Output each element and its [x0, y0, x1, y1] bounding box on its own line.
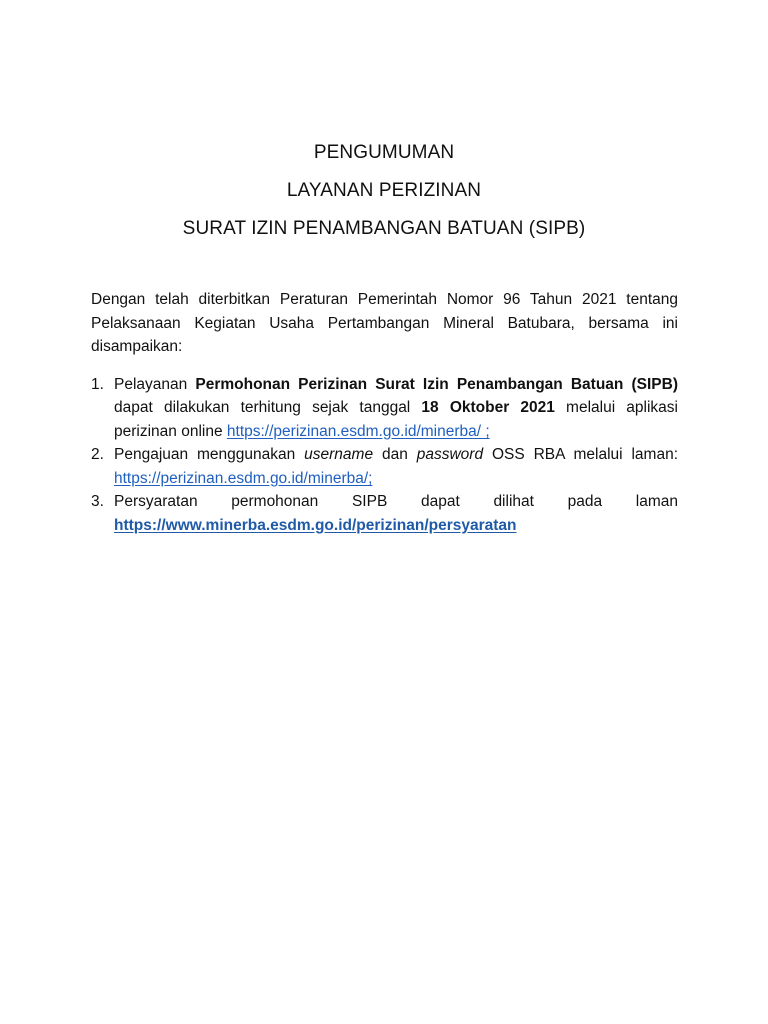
- item-italic-text: username: [304, 446, 374, 463]
- list-number: 3.: [91, 493, 104, 510]
- item-italic-text: password: [416, 446, 484, 463]
- item-text: Pengajuan menggunakan: [114, 446, 305, 463]
- announcement-title: [0, 134, 768, 248]
- list-item: [91, 443, 678, 490]
- title-line-1: PENGUMUMAN: [313, 142, 455, 163]
- list-item: [91, 373, 678, 444]
- title-line-2: LAYANAN PERIZINAN: [286, 180, 482, 201]
- persyaratan-link[interactable]: https://www.minerba.esdm.go.id/perizinan/persyaratan: [114, 516, 517, 534]
- item-date: 18 Oktober 2021: [421, 399, 555, 416]
- notice-list: [91, 373, 678, 538]
- item-text: dan: [373, 446, 417, 463]
- item-text: Persyaratan permohonan SIPB dapat dilihat pada laman: [114, 493, 678, 510]
- item-text: dapat dilakukan terhitung sejak tanggal: [114, 399, 422, 416]
- announcement-body: [91, 288, 678, 537]
- perizinan-link[interactable]: https://perizinan.esdm.go.id/minerba/ ;: [226, 422, 490, 440]
- title-line-3: SURAT IZIN PENAMBANGAN BATUAN (SIPB): [182, 218, 586, 239]
- item-text: OSS RBA melalui laman:: [483, 446, 678, 463]
- intro-paragraph: Dengan telah diterbitkan Peraturan Pemerintah Nomor 96 Tahun 2021 tentang Pelaksanaan Kegiatan Usaha Pertambangan Mineral Batubara, bersama ini disampaikan:: [91, 291, 678, 355]
- list-number: 1.: [91, 375, 104, 393]
- item-text: Pelayanan: [114, 375, 196, 393]
- list-number: 2.: [91, 446, 104, 463]
- item-bold-text: Permohonan Perizinan Surat Izin Penambangan Batuan (SIPB): [195, 375, 678, 393]
- list-item: [91, 490, 678, 537]
- item-text: melalui aplikasi perizinan online: [114, 399, 678, 440]
- perizinan-login-link[interactable]: https://perizinan.esdm.go.id/minerba/;: [114, 469, 373, 487]
